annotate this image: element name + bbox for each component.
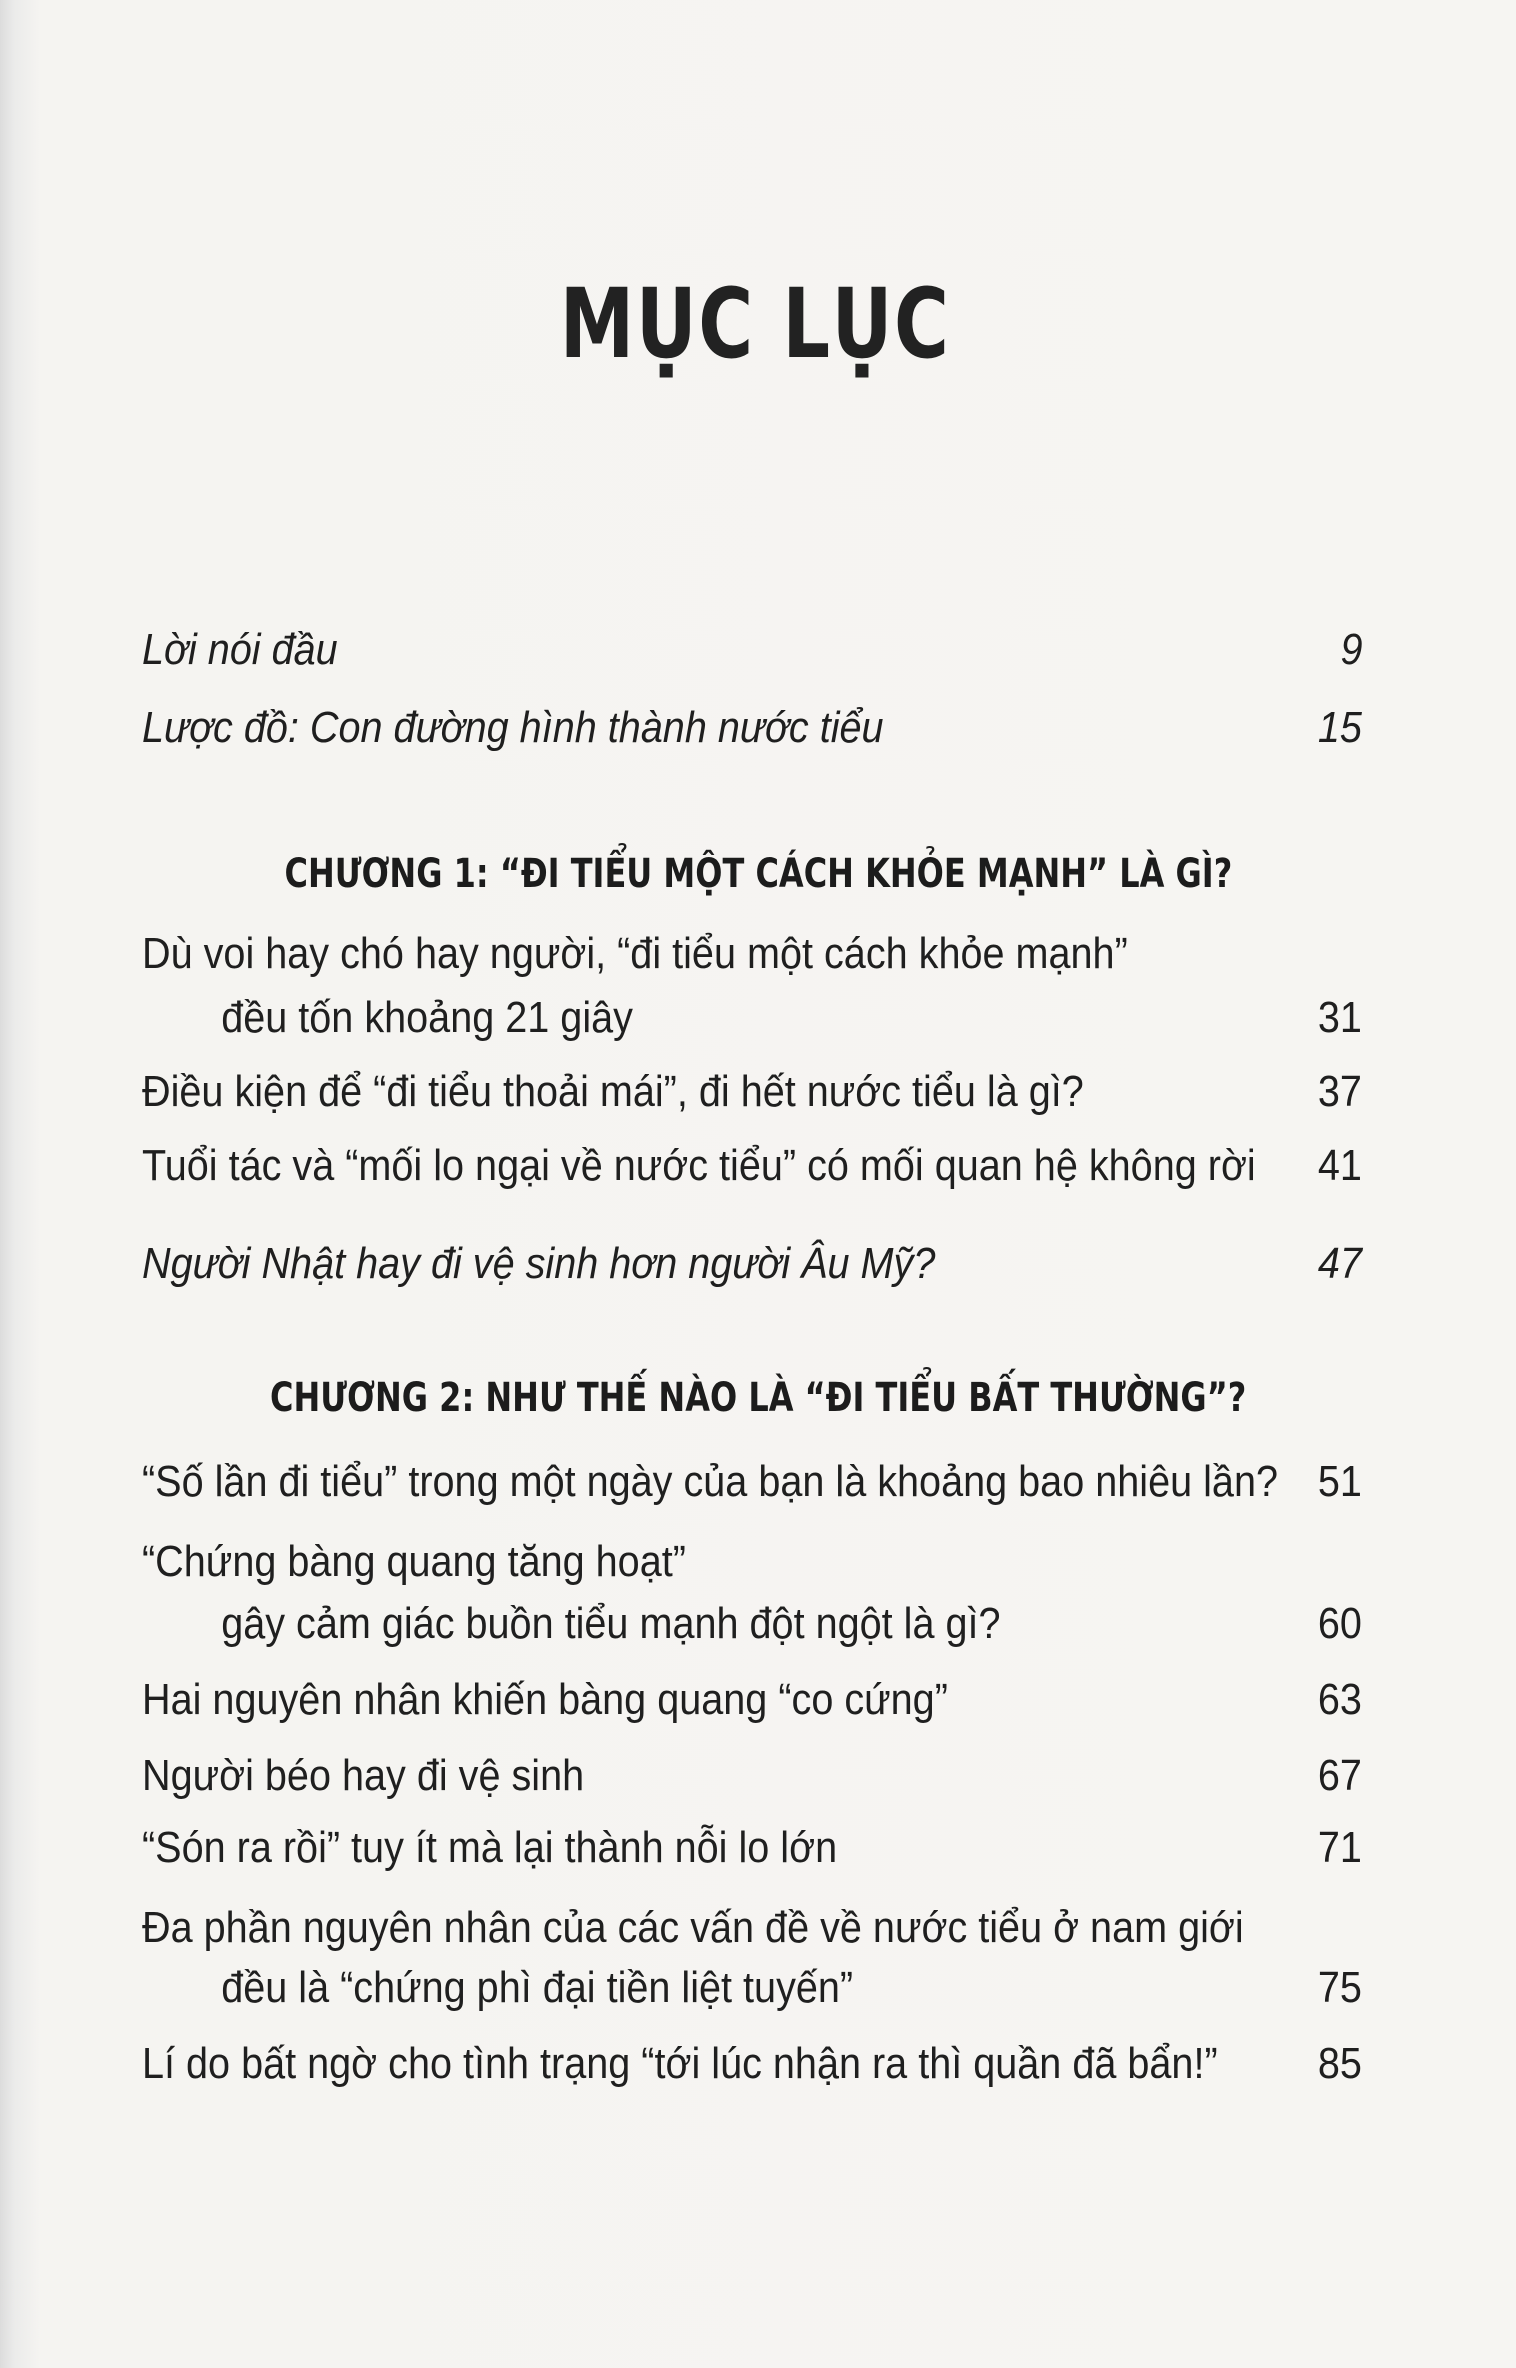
chapter-heading [0,846,1516,902]
toc-entry [142,700,1362,756]
toc-entry-text: Người béo hay đi vệ sinh [142,1751,585,1800]
toc-entry-page: 75 [1317,1963,1362,2012]
toc-entry-page: 63 [1317,1675,1362,1724]
toc-entry-text: “Số lần đi tiểu” trong một ngày của bạn là khoảng bao nhiêu lần? [142,1457,1278,1506]
toc-entry [142,1820,1362,1876]
toc-entry-continuation [142,1960,1362,2016]
toc-entry-text: Điều kiện để “đi tiểu thoải mái”, đi hết nước tiểu là gì? [142,1067,1084,1116]
toc-entry-text: Lược đồ: Con đường hình thành nước tiểu [142,703,884,752]
toc-entry-text: gây cảm giác buồn tiểu mạnh đột ngột là gì? [221,1599,1001,1648]
toc-entry [142,1236,1362,1292]
toc-entry-page: 47 [1317,1239,1362,1288]
toc-entry-page: 85 [1317,2039,1362,2088]
toc-entry [142,1748,1362,1804]
toc-entry-text: Lí do bất ngờ cho tình trạng “tới lúc nhận ra thì quần đã bẩn!” [142,2039,1218,2088]
toc-entry-text: Tuổi tác và “mối lo ngại về nước tiểu” có mối quan hệ không rời [142,1141,1256,1190]
toc-entry [142,1672,1362,1728]
toc-entry-page: 71 [1317,1823,1362,1872]
toc-entry-page: 60 [1317,1599,1362,1648]
toc-entry-text: Người Nhật hay đi vệ sinh hơn người Âu Mỹ? [142,1239,936,1288]
toc-entry-page: 31 [1317,993,1362,1042]
toc-entry-continuation [142,990,1362,1046]
chapter-heading [0,1370,1516,1426]
page-title: MỤC LỤC [559,268,951,380]
toc-entry-text: Hai nguyên nhân khiến bàng quang “co cứng” [142,1675,948,1724]
toc-entry-page: 37 [1317,1067,1362,1116]
toc-entry [142,1064,1362,1120]
toc-entry-text: “Són ra rồi” tuy ít mà lại thành nỗi lo lớn [142,1823,838,1872]
toc-entry-page: 9 [1339,625,1362,674]
toc-entry [142,1534,1362,1590]
toc-entry [142,622,1362,678]
chapter-heading-text: CHƯƠNG 2: NHƯ THẾ NÀO LÀ “ĐI TIỂU BẤT THƯỜNG”? [269,1375,1247,1421]
toc-entry-text: Dù voi hay chó hay người, “đi tiểu một cách khỏe mạnh” [142,929,1128,978]
toc-entry [142,2036,1362,2092]
toc-entry [142,1900,1362,1956]
toc-entry-text: đều tốn khoảng 21 giây [221,993,633,1042]
toc-entry-text: Lời nói đầu [142,625,338,674]
toc-entry-continuation [142,1596,1362,1652]
toc-entry [142,926,1362,982]
toc-entry-page: 67 [1317,1751,1362,1800]
toc-entry-text: “Chứng bàng quang tăng hoạt” [142,1537,686,1586]
toc-entry-page: 15 [1317,703,1362,752]
chapter-heading-text: CHƯƠNG 1: “ĐI TIỂU MỘT CÁCH KHỎE MẠNH” LÀ GÌ? [284,851,1232,897]
toc-entry-text: đều là “chứng phì đại tiền liệt tuyến” [221,1963,854,2012]
toc-entry [142,1138,1362,1194]
toc-entry [142,1454,1362,1510]
toc-entry-page: 41 [1317,1141,1362,1190]
toc-entry-text: Đa phần nguyên nhân của các vấn đề về nước tiểu ở nam giới [142,1903,1244,1952]
toc-entry-page: 51 [1317,1457,1362,1506]
